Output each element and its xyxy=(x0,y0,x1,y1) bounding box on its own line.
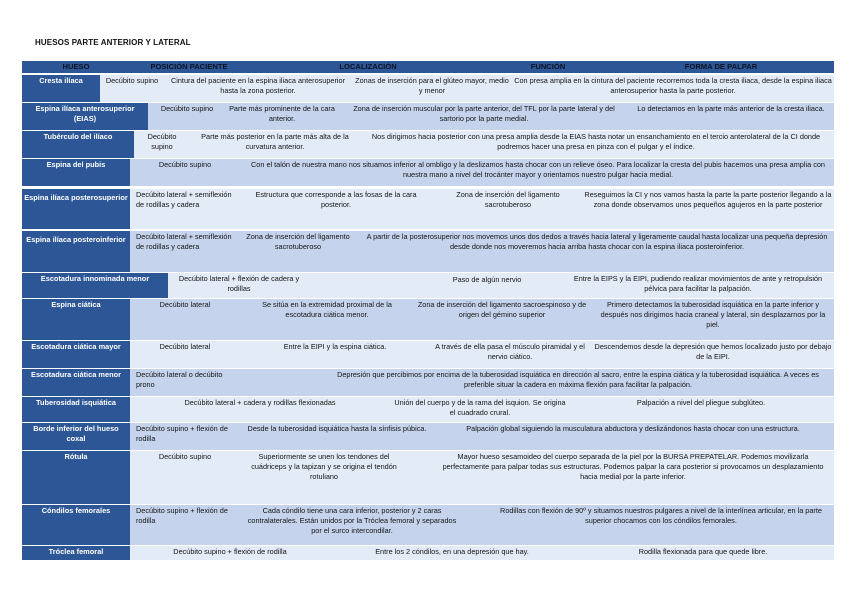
location-cell: Superiormente se unen los tendones del cuádriceps y la tapizan y se origina el tendón rotuliano xyxy=(251,452,397,481)
palpation-cell: Reseguimos la CI y nos vamos hasta la parte la parte posterior llegando a la zona donde observamos unos pequeños agujeros en la parte posterior xyxy=(584,190,832,209)
location-cell: Parte más posterior en la parte más alta de la curvatura anterior. xyxy=(201,132,349,151)
bone-cell: Espina ilíaca posteroinferior xyxy=(22,231,130,272)
function-cell: Paso de algún nervio xyxy=(452,275,522,284)
header-posicion: POSICIÓN PACIENTE xyxy=(150,62,228,71)
table-row xyxy=(22,75,834,102)
position-cell: Decúbito lateral o decúbito prono xyxy=(136,370,223,389)
table-row xyxy=(22,231,834,272)
header-localizacion: LOCALIZACIÓN xyxy=(339,62,397,71)
palpation-cell: Depresión que percibimos por encima de la tuberosidad isquiática en dirección al sacro, entre la espina ciática y la tuberosidad isquiática. A veces es preferible situar la cadera en máxima flexión para facilitar la palpación. xyxy=(337,370,819,389)
palpation-cell: A partir de la posterosuperior nos movemos unos dos dedos a través hacia lateral y ligeramente caudal hasta localizar una pequeña depresión desde donde nos moveremos hacia arriba hasta chocar con la espina iliaca posteroinferior. xyxy=(366,232,828,251)
bone-cell: Espina ciática xyxy=(22,299,130,340)
function-cell: Zona de inserción muscular por la parte anterior, del TFL por la parte lateral y del sartorio por la parte medial. xyxy=(353,104,615,123)
page-title: HUESOS PARTE ANTERIOR Y LATERAL xyxy=(35,38,191,47)
position-cell: Decúbito supino xyxy=(158,160,212,169)
position-cell: Decúbito lateral xyxy=(159,300,211,309)
position-cell: Decúbito supino + flexión de rodilla xyxy=(136,506,228,525)
palpation-cell: Lo detectamos en la parte más anterior de la cresta iliaca. xyxy=(637,104,825,113)
bone-cell: Cóndilos femorales xyxy=(22,505,130,545)
table-row xyxy=(22,131,834,158)
position-cell: Decúbito lateral + flexión de cadera y rodillas xyxy=(178,274,300,293)
table-row xyxy=(22,546,834,560)
palpation-cell: Palpación global siguiendo la musculatura abductora y deslizándonos hasta chocar con una estructura. xyxy=(466,424,800,433)
position-cell: Decúbito supino + flexión de rodilla xyxy=(136,424,228,443)
palpation-cell: Primero detectamos la tuberosidad isquiática en la parte inferior y después nos dirigimos hacia craneal y lateral, sin desplazarnos por la piel. xyxy=(600,300,826,329)
table-row xyxy=(22,397,834,422)
function-cell: Zonas de inserción para el glúteo mayor, medio y menor xyxy=(355,76,509,95)
bone-cell: Espina del pubis xyxy=(22,159,130,186)
location-cell: Parte más prominente de la cara anterior. xyxy=(229,104,335,123)
bone-cell: Escotadura ciática mayor xyxy=(22,341,130,368)
position-cell: Decúbito lateral xyxy=(159,342,211,351)
palpation-cell: Entre la EIPS y la EIPI, pudiendo realizar movimientos de ante y retropulsión pélvica para facilitar la palpación. xyxy=(573,274,823,293)
position-cell: Decúbito supino xyxy=(158,452,212,461)
bone-cell: Escotadura innominada menor xyxy=(22,273,168,298)
table-header xyxy=(22,61,834,73)
bone-cell: Tróclea femoral xyxy=(22,546,130,560)
position-cell: Decúbito supino + flexión de rodilla xyxy=(173,547,287,556)
palpation-cell: Nos dirigimos hacia posterior con una presa amplia desde la EIAS hasta notar un ensanchamiento en el tercio anterolateral de la CI donde podremos hacer una presa en pinza con el pulgar y el índice. xyxy=(371,132,821,151)
location-cell: Entre los 2 cóndilos, en una depresión que hay. xyxy=(375,547,529,556)
position-cell: Decúbito supino xyxy=(147,132,177,151)
table-row xyxy=(22,505,834,545)
palpation-cell: Con el talón de nuestra mano nos situamos inferior al ombligo y la deslizamos hasta chocar con un relieve óseo. Para localizar la cresta del pubis hacemos una presa amplia con nuestra mano a nivel del trocánter mayor y orientamos nuestro pulgar hacia medial. xyxy=(251,160,825,179)
table-row xyxy=(22,341,834,368)
palpation-cell: Rodilla flexionada para que quede libre. xyxy=(638,547,768,556)
function-cell: Unión del cuerpo y de la rama del isquion. Se origina el cuadrado crural. xyxy=(394,398,566,417)
location-cell: Desde la tuberosidad isquiática hasta la sínfisis púbica. xyxy=(247,424,427,433)
function-cell: A través de ella pasa el músculo piramidal y el nervio ciático. xyxy=(435,342,585,361)
function-cell: Zona de inserción del ligamento sacrotuberoso xyxy=(456,190,560,209)
bone-cell: Cresta ilíaca xyxy=(22,75,100,102)
palpation-cell: Con presa amplia en la cintura del paciente recorremos toda la cresta iliaca, desde la espina iliaca anterosuperior hasta la parte posterior. xyxy=(514,76,832,95)
bone-cell: Escotadura ciática menor xyxy=(22,369,130,396)
position-cell: Decúbito supino xyxy=(160,104,214,113)
table-row xyxy=(22,159,834,186)
palpation-cell: Descendemos desde la depresión que hemos localizado justo por debajo de la EIPI. xyxy=(594,342,832,361)
palpation-cell: Mayor hueso sesamoideo del cuerpo separada de la piel por la BURSA PREPATELAR. Podemos movilizarla perfectamente para palpar todas sus estructuras. Podemos palpar la cara posterior si provocamos un desplazamiento hacia medial por la parte inferior. xyxy=(442,452,824,481)
bone-cell: Borde inferior del hueso coxal xyxy=(22,423,130,450)
bone-cell: Tubérculo del ilíaco xyxy=(22,131,134,158)
position-cell: Decúbito supino xyxy=(105,76,159,85)
table-row xyxy=(22,369,834,396)
location-cell: Estructura que corresponde a las fosas de la cara posterior. xyxy=(255,190,417,209)
table-row xyxy=(22,273,834,298)
position-cell: Decúbito lateral + semiflexión de rodillas y cadera xyxy=(136,190,232,209)
table-row xyxy=(22,189,834,229)
position-cell: Decúbito lateral + cadera y rodillas flexionadas xyxy=(184,398,336,407)
table-row xyxy=(22,103,834,130)
header-hueso: HUESO xyxy=(62,62,90,71)
bone-cell: Espina ilíaca anterosuperior (EIAS) xyxy=(22,103,148,130)
table-row xyxy=(22,423,834,450)
location-cell: Cintura del paciente en la espina iliaca anterosuperior hasta la zona posterior. xyxy=(170,76,346,95)
location-cell: Zona de inserción del ligamento sacrotuberoso xyxy=(246,232,350,251)
palpation-cell: Rodillas con flexión de 90º y situamos nuestros pulgares a nivel de la interlínea articular, en la parte superior chocamos con los cóndilos femorales. xyxy=(500,506,822,525)
position-cell: Decúbito lateral + semiflexión de rodillas y cadera xyxy=(136,232,232,251)
location-cell: Cada cóndilo tiene una cara inferior, posterior y 2 caras contralaterales. Están unidos por la Tróclea femoral y separados por el surco intercondilar. xyxy=(247,506,457,535)
bone-cell: Espina ilíaca posterosuperior xyxy=(22,189,130,229)
location-cell: Se sitúa en la extremidad proximal de la escotadura ciática menor. xyxy=(262,300,392,319)
table-row xyxy=(22,451,834,504)
location-cell: Entre la EIPI y la espina ciática. xyxy=(283,342,387,351)
bone-cell: Tuberosidad isquiática xyxy=(22,397,130,422)
header-funcion: FUNCIÓN xyxy=(530,62,566,71)
header-forma-palpar: FORMA DE PALPAR xyxy=(684,62,758,71)
palpation-cell: Palpación a nivel del pliegue subglúteo. xyxy=(636,398,766,407)
table-row xyxy=(22,299,834,340)
bone-cell: Rótula xyxy=(22,451,130,504)
function-cell: Zona de inserción del ligamento sacroespinoso y de origen del gémino superior xyxy=(417,300,587,319)
